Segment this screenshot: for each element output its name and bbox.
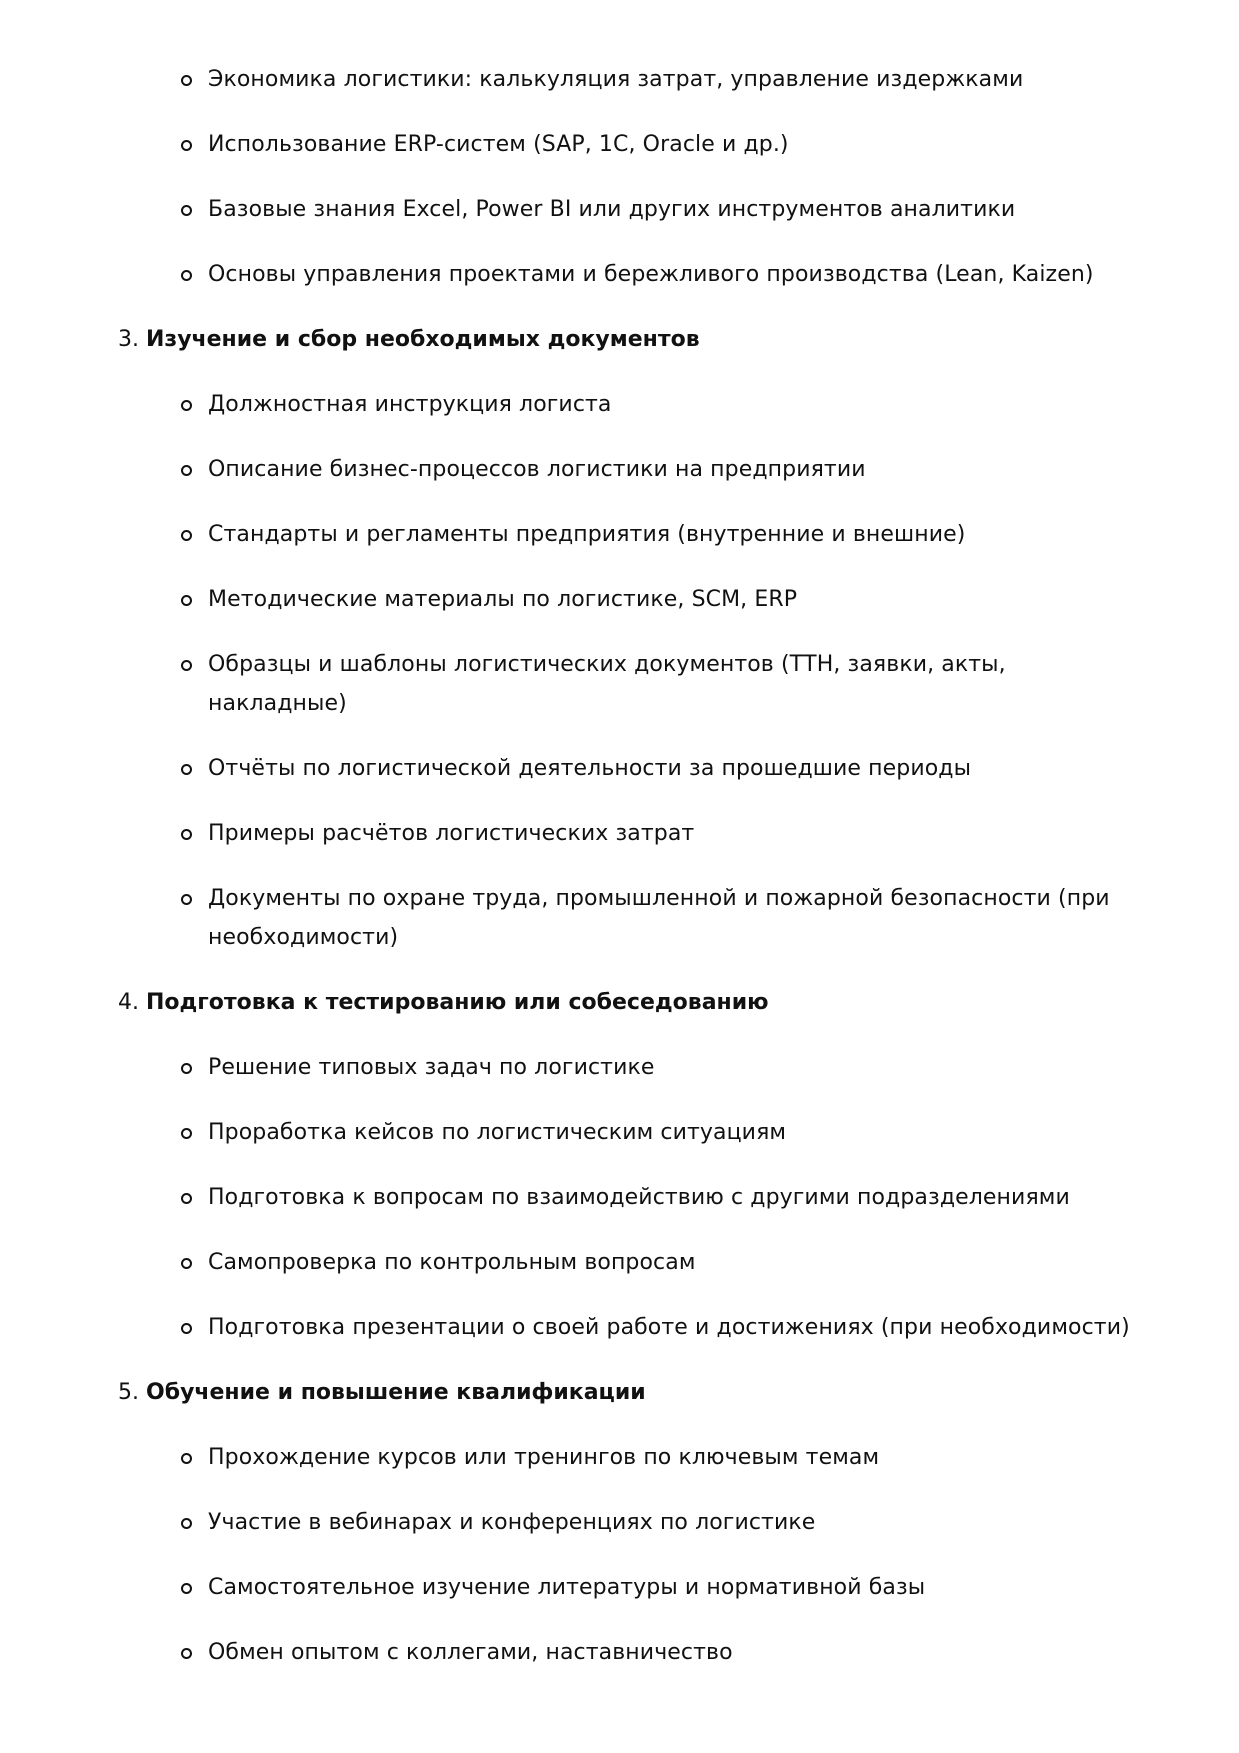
hollow-bullet-icon: [181, 140, 192, 151]
hollow-bullet-icon: [181, 465, 192, 476]
list-item: [208, 814, 1239, 853]
list-item: [208, 190, 1239, 229]
section-heading: [118, 983, 1239, 1022]
list-item: [208, 1308, 1239, 1347]
list-item-text: Отчёты по логистической деятельности за прошедшие периоды: [208, 756, 972, 781]
hollow-bullet-icon: [181, 1193, 192, 1204]
hollow-bullet-icon: [181, 829, 192, 840]
intro-sublist: [0, 60, 1239, 294]
list-item-text: Экономика логистики: калькуляция затрат, управление издержками: [208, 67, 1024, 92]
hollow-bullet-icon: [181, 1323, 192, 1334]
list-item: [208, 1048, 1239, 1087]
section-3: [0, 320, 1239, 957]
list-item: [208, 1113, 1239, 1152]
list-item: [208, 1568, 1239, 1607]
section-5: [0, 1373, 1239, 1672]
list-item-text: Должностная инструкция логиста: [208, 392, 612, 417]
list-item: [208, 60, 1239, 99]
list-item-text: Обмен опытом с коллегами, наставничество: [208, 1640, 733, 1665]
hollow-bullet-icon: [181, 1583, 192, 1594]
list-item: [208, 385, 1239, 424]
list-item-text: Документы по охране труда, промышленной и пожарной безопасности (при необходимости): [208, 886, 1110, 950]
list-item: [208, 879, 1239, 957]
hollow-bullet-icon: [181, 1063, 192, 1074]
list-item-text: Решение типовых задач по логистике: [208, 1055, 655, 1080]
hollow-bullet-icon: [181, 1648, 192, 1659]
hollow-bullet-icon: [181, 205, 192, 216]
section-number: 5.: [118, 1380, 139, 1405]
section-title: Изучение и сбор необходимых документов: [146, 327, 700, 352]
list-item: [208, 749, 1239, 788]
section-sublist: [0, 385, 1239, 957]
list-item: [208, 515, 1239, 554]
list-item-text: Методические материалы по логистике, SCM, ERP: [208, 587, 798, 612]
list-item-text: Базовые знания Excel, Power BI или других инструментов аналитики: [208, 197, 1016, 222]
section-title: Обучение и повышение квалификации: [146, 1380, 646, 1405]
hollow-bullet-icon: [181, 270, 192, 281]
section-title: Подготовка к тестированию или собеседованию: [146, 990, 769, 1015]
hollow-bullet-icon: [181, 660, 192, 671]
list-item-text: Самопроверка по контрольным вопросам: [208, 1250, 696, 1275]
section-sublist: [0, 1438, 1239, 1672]
hollow-bullet-icon: [181, 530, 192, 541]
list-item-text: Стандарты и регламенты предприятия (внутренние и внешние): [208, 522, 966, 547]
hollow-bullet-icon: [181, 595, 192, 606]
section-4: [0, 983, 1239, 1347]
hollow-bullet-icon: [181, 400, 192, 411]
list-item-text: Прохождение курсов или тренингов по ключевым темам: [208, 1445, 880, 1470]
list-item-text: Подготовка к вопросам по взаимодействию с другими подразделениями: [208, 1185, 1070, 1210]
hollow-bullet-icon: [181, 75, 192, 86]
list-item-text: Участие в вебинарах и конференциях по логистике: [208, 1510, 816, 1535]
section-number: 3.: [118, 327, 139, 352]
list-item: [208, 255, 1239, 294]
list-item: [208, 125, 1239, 164]
hollow-bullet-icon: [181, 1453, 192, 1464]
list-item-text: Примеры расчётов логистических затрат: [208, 821, 695, 846]
list-item: [208, 1178, 1239, 1217]
intro-block: [0, 0, 1239, 294]
hollow-bullet-icon: [181, 1128, 192, 1139]
hollow-bullet-icon: [181, 894, 192, 905]
list-item-text: Использование ERP-систем (SAP, 1С, Oracle и др.): [208, 132, 789, 157]
list-item: [208, 580, 1239, 619]
list-item: [208, 1633, 1239, 1672]
hollow-bullet-icon: [181, 1258, 192, 1269]
list-item: [208, 1503, 1239, 1542]
list-item: [208, 1243, 1239, 1282]
hollow-bullet-icon: [181, 1518, 192, 1529]
section-heading: [118, 1373, 1239, 1412]
list-item-text: Проработка кейсов по логистическим ситуациям: [208, 1120, 787, 1145]
section-sublist: [0, 1048, 1239, 1347]
list-item-text: Образцы и шаблоны логистических документов (ТТН, заявки, акты, накладные): [208, 652, 1006, 716]
list-item: [208, 1438, 1239, 1477]
list-item: [208, 645, 1239, 723]
list-item-text: Основы управления проектами и бережливого производства (Lean, Kaizen): [208, 262, 1094, 287]
section-number: 4.: [118, 990, 139, 1015]
list-item: [208, 450, 1239, 489]
list-item-text: Самостоятельное изучение литературы и нормативной базы: [208, 1575, 926, 1600]
hollow-bullet-icon: [181, 764, 192, 775]
section-heading: [118, 320, 1239, 359]
list-item-text: Описание бизнес-процессов логистики на предприятии: [208, 457, 866, 482]
list-item-text: Подготовка презентации о своей работе и достижениях (при необходимости): [208, 1315, 1130, 1340]
